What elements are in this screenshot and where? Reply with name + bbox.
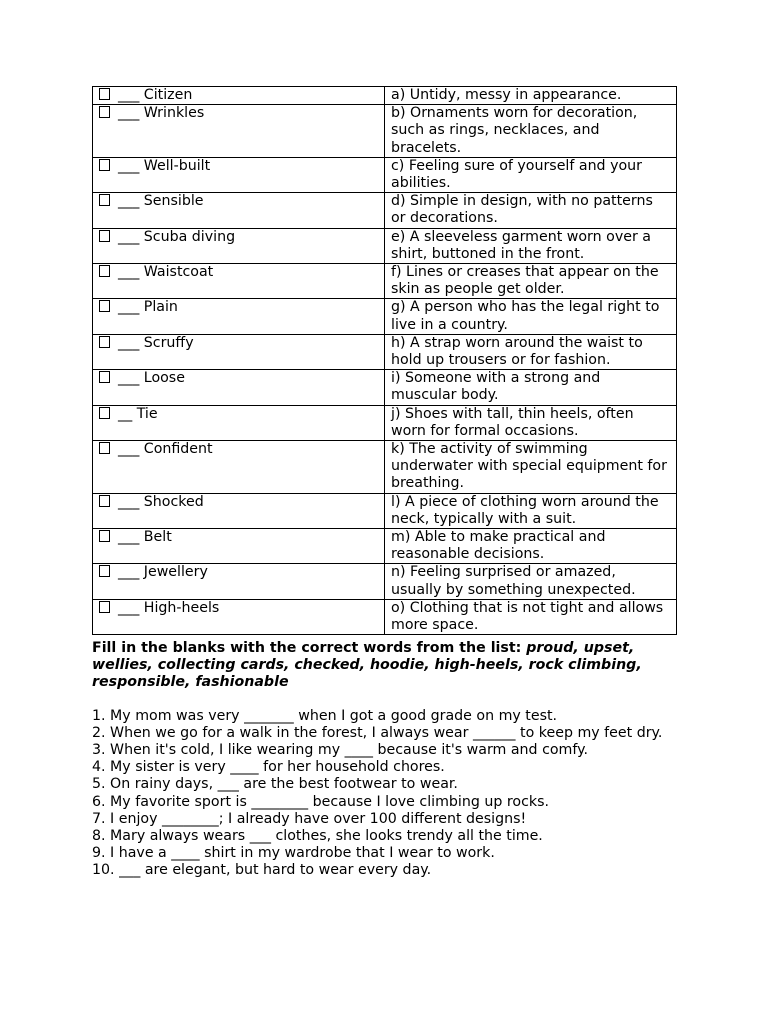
fill-in-section [92, 640, 682, 880]
checkbox-icon [99, 159, 110, 171]
definition-cell: g) A person who has the legal right to live in a country. [385, 299, 677, 334]
sentence-item: 3. When it's cold, I like wearing my ____ because it's warm and comfy. [92, 742, 588, 759]
table-row [93, 299, 677, 334]
definition-cell: j) Shoes with tall, thin heels, often worn for formal occasions. [385, 405, 677, 440]
sentence-item: 10. ___ are elegant, but hard to wear every day. [92, 862, 432, 879]
word-cell [93, 599, 385, 634]
table-row [93, 334, 677, 369]
checkbox-icon [99, 230, 110, 242]
word-text: ___ Shocked [118, 493, 204, 510]
sentence-item: 4. My sister is very ____ for her household chores. [92, 759, 445, 776]
table-row [93, 87, 677, 105]
definition-cell: c) Feeling sure of yourself and your abilities. [385, 157, 677, 192]
instruction-text: Fill in the blanks with the correct words from the list: [92, 640, 522, 656]
word-text: ___ Sensible [118, 193, 204, 210]
word-text: ___ Jewellery [118, 564, 208, 581]
word-cell [93, 105, 385, 158]
sentence-item: 9. I have a ____ shirt in my wardrobe that I wear to work. [92, 845, 495, 862]
checkbox-icon [99, 407, 110, 419]
word-cell [93, 299, 385, 334]
word-text: ___ Plain [118, 299, 178, 316]
checkbox-icon [99, 336, 110, 348]
table-row [93, 529, 677, 564]
sentence-item: 1. My mom was very _______ when I got a good grade on my test. [92, 707, 558, 724]
sentence-item: 8. Mary always wears ___ clothes, she looks trendy all the time. [92, 828, 543, 845]
table-row [93, 370, 677, 405]
sentence-item: 5. On rainy days, ___ are the best footwear to wear. [92, 776, 458, 793]
checkbox-icon [99, 300, 110, 312]
word-cell [93, 405, 385, 440]
definition-cell: d) Simple in design, with no patterns or decorations. [385, 193, 677, 228]
word-text: ___ Waistcoat [118, 264, 214, 281]
word-text: __ Tie [118, 405, 158, 422]
instruction [92, 640, 682, 692]
checkbox-icon [99, 88, 110, 100]
definition-cell: k) The activity of swimming underwater with special equipment for breathing. [385, 441, 677, 494]
definition-cell: n) Feeling surprised or amazed, usually by something unexpected. [385, 564, 677, 599]
checkbox-icon [99, 265, 110, 277]
word-cell [93, 493, 385, 528]
table-row [93, 441, 677, 494]
checkbox-icon [99, 106, 110, 118]
sentence-item: 7. I enjoy ________; I already have over 100 different designs! [92, 810, 527, 827]
checkbox-icon [99, 530, 110, 542]
word-text: ___ High-heels [118, 599, 220, 616]
word-text: ___ Citizen [118, 87, 193, 103]
definition-cell: a) Untidy, messy in appearance. [385, 87, 677, 105]
definition-cell: o) Clothing that is not tight and allows more space. [385, 599, 677, 634]
table-row [93, 493, 677, 528]
checkbox-icon [99, 601, 110, 613]
definition-cell: f) Lines or creases that appear on the skin as people get older. [385, 264, 677, 299]
table-row [93, 105, 677, 158]
word-cell [93, 193, 385, 228]
word-text: ___ Wrinkles [118, 105, 205, 122]
word-cell [93, 564, 385, 599]
checkbox-icon [99, 442, 110, 454]
sentence-item: 2. When we go for a walk in the forest, I always wear ______ to keep my feet dry. [92, 724, 663, 741]
word-text: ___ Well-built [118, 157, 211, 174]
sentence-item: 6. My favorite sport is ________ because I love climbing up rocks. [92, 793, 550, 810]
definition-cell: i) Someone with a strong and muscular body. [385, 370, 677, 405]
definition-cell: e) A sleeveless garment worn over a shirt, buttoned in the front. [385, 228, 677, 263]
table-row [93, 264, 677, 299]
checkbox-icon [99, 194, 110, 206]
word-list: proud, upset, wellies, collecting cards, checked, hoodie, high-heels, rock climbing, responsible, fashionable [92, 640, 642, 691]
word-text: ___ Confident [118, 441, 213, 458]
definition-cell: m) Able to make practical and reasonable decisions. [385, 529, 677, 564]
table-row [93, 405, 677, 440]
sentence-list [92, 708, 682, 880]
matching-table-body [93, 87, 677, 635]
word-cell [93, 87, 385, 105]
table-row [93, 599, 677, 634]
word-cell [93, 334, 385, 369]
checkbox-icon [99, 565, 110, 577]
definition-cell: b) Ornaments worn for decoration, such as rings, necklaces, and bracelets. [385, 105, 677, 158]
table-row [93, 157, 677, 192]
checkbox-icon [99, 495, 110, 507]
word-cell [93, 228, 385, 263]
word-cell [93, 157, 385, 192]
word-cell [93, 441, 385, 494]
table-row [93, 193, 677, 228]
word-cell [93, 529, 385, 564]
checkbox-icon [99, 371, 110, 383]
definition-cell: h) A strap worn around the waist to hold up trousers or for fashion. [385, 334, 677, 369]
word-cell [93, 264, 385, 299]
table-row [93, 564, 677, 599]
word-text: ___ Loose [118, 370, 185, 387]
word-cell [93, 370, 385, 405]
word-text: ___ Scruffy [118, 334, 194, 351]
word-text: ___ Scuba diving [118, 228, 236, 245]
table-row [93, 228, 677, 263]
matching-table [92, 86, 677, 635]
word-text: ___ Belt [118, 529, 172, 546]
definition-cell: l) A piece of clothing worn around the neck, typically with a suit. [385, 493, 677, 528]
